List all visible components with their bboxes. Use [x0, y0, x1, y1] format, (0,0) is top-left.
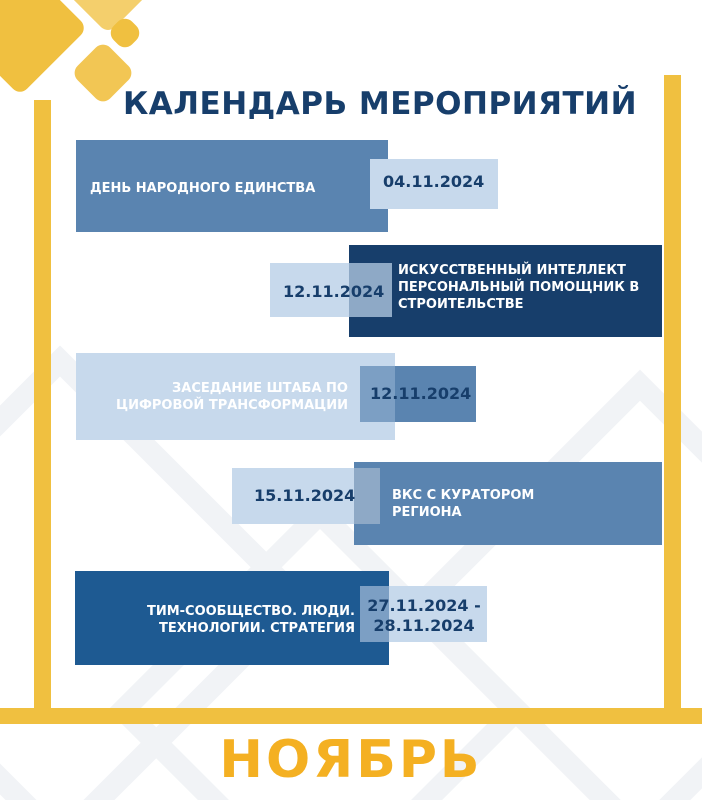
month-label: НОЯБРЬ [219, 730, 483, 790]
event-name: ВКС С КУРАТОРОМ РЕГИОНА [392, 488, 535, 520]
corner-ornament [0, 0, 88, 96]
event-date: 15.11.2024 [254, 486, 356, 505]
event-date: 27.11.2024 - 28.11.2024 [367, 596, 481, 635]
left-pillar [34, 100, 51, 720]
right-pillar [664, 75, 681, 715]
bottom-bar [0, 708, 702, 724]
event-overlap [354, 468, 380, 524]
event-name: ИСКУССТВЕННЫЙ ИНТЕЛЛЕКТ ПЕРСОНАЛЬНЫЙ ПОМОЩНИК В СТРОИТЕЛЬСТВЕ [398, 263, 640, 312]
event-date: 12.11.2024 [370, 384, 472, 403]
event-name: ДЕНЬ НАРОДНОГО ЕДИНСТВА [90, 181, 316, 196]
event-date: 04.11.2024 [383, 172, 485, 191]
event-name: ТИМ-СООБЩЕСТВО. ЛЮДИ. ТЕХНОЛОГИИ. СТРАТЕГИЯ [146, 604, 355, 636]
event-date: 12.11.2024 [283, 282, 385, 301]
event-name: ЗАСЕДАНИЕ ШТАБА ПО ЦИФРОВОЙ ТРАНСФОРМАЦИИ [116, 381, 348, 413]
page-title: КАЛЕНДАРЬ МЕРОПРИЯТИЙ [122, 86, 638, 122]
